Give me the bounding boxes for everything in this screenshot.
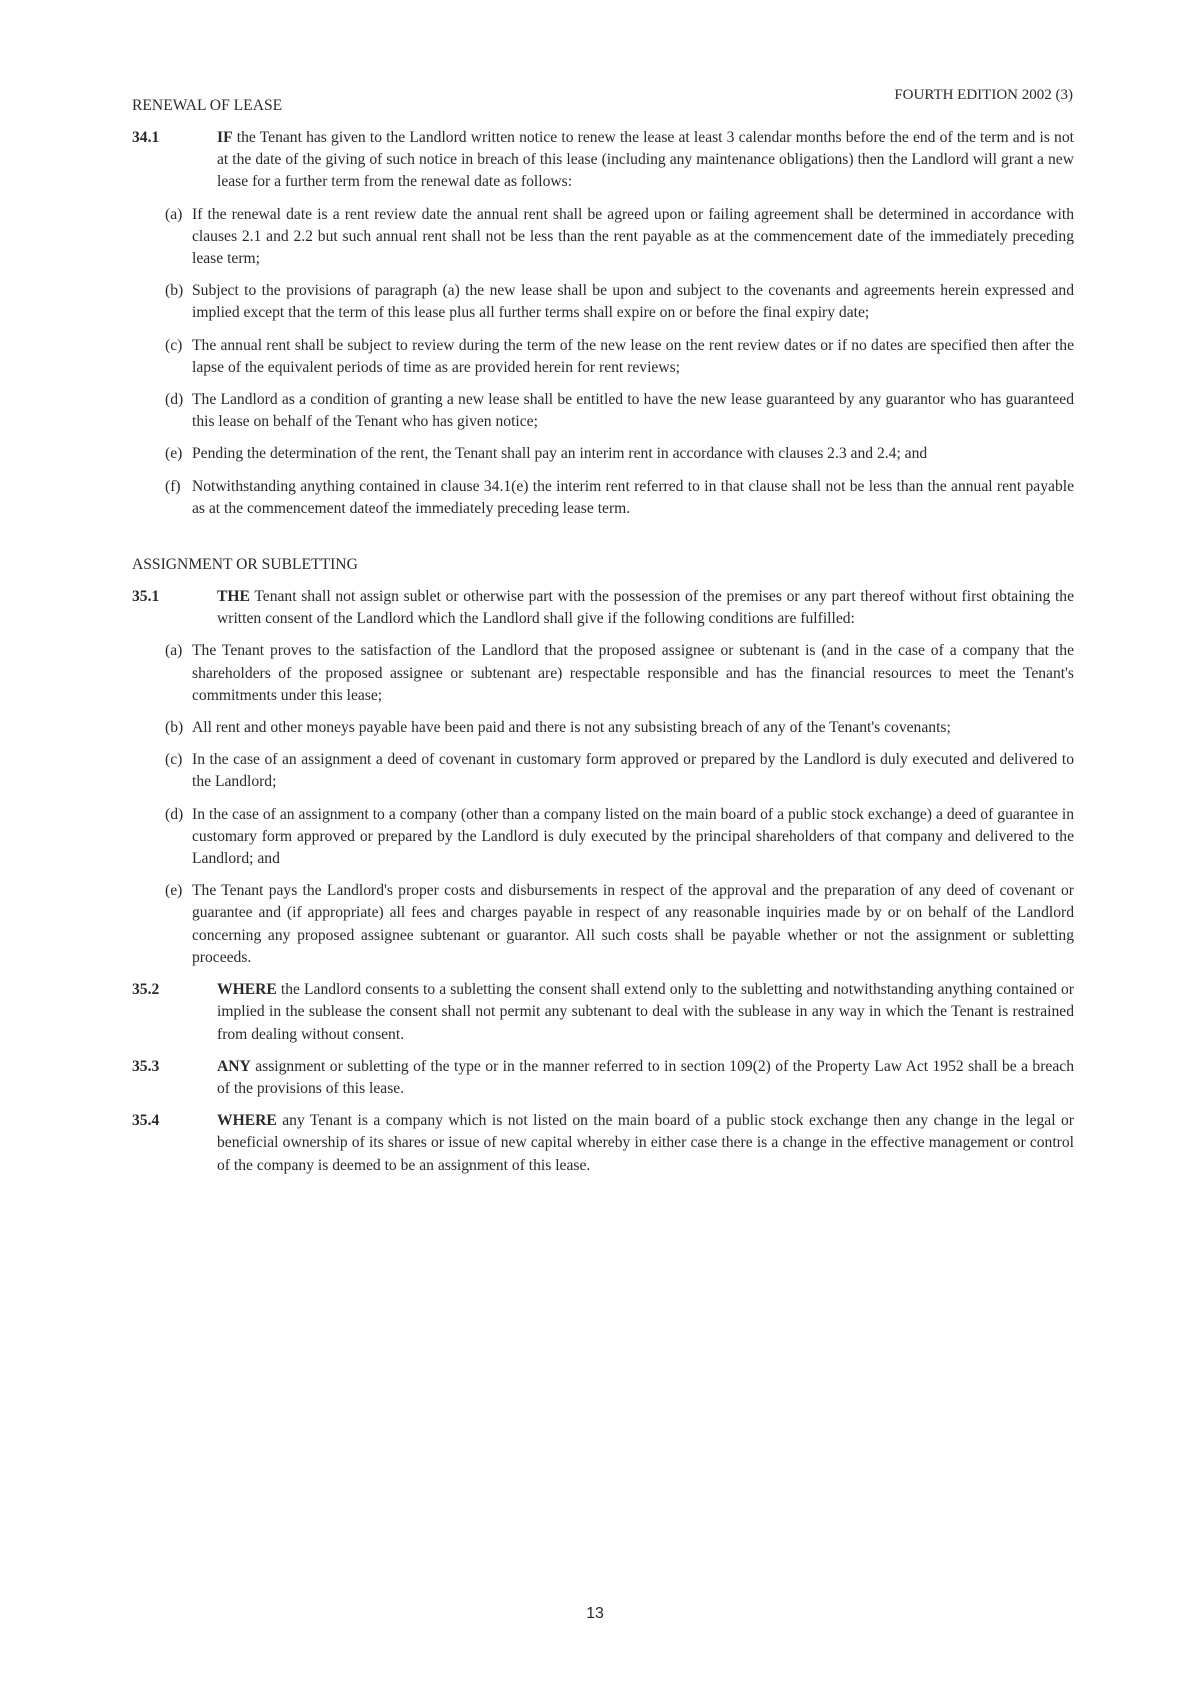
clause-text: the Landlord consents to a subletting the consent shall extend only to the subletting and notwithstanding anything contained or implied in the sublease the consent shall not permit any subtenant to deal with the sublease in any way in which the Tenant is restrained from dealing without consent. xyxy=(217,981,1074,1043)
subclause xyxy=(132,476,1074,520)
clause xyxy=(132,1056,1074,1100)
clause-number: 35.3 xyxy=(132,1057,160,1075)
subclause xyxy=(132,389,1074,433)
clause xyxy=(132,586,1074,630)
subclause-label: (a) xyxy=(165,642,183,660)
clause-number: 35.2 xyxy=(132,981,160,999)
subclause-text: The Landlord as a condition of granting a new lease shall be entitled to have the new lease guaranteed by any guarantor who has guaranteed this lease on behalf of the Tenant who has given notice; xyxy=(192,391,1074,431)
clause-number: 34.1 xyxy=(132,129,160,146)
document-body xyxy=(132,95,1074,1177)
subclause-text: All rent and other moneys payable have been paid and there is not any subsisting breach of any of the Tenant's covenants; xyxy=(192,719,951,737)
clause-lead-word: ANY xyxy=(217,1057,251,1075)
clause-lead-word: WHERE xyxy=(217,1112,277,1130)
clause-lead-word: WHERE xyxy=(217,981,277,999)
clause-number: 35.1 xyxy=(132,588,160,606)
clause xyxy=(132,1110,1074,1177)
clause-lead-word: IF xyxy=(217,129,233,146)
subclause-text: In the case of an assignment to a company (other than a company listed on the main board of a public stock exchange) a deed of guarantee in customary form approved or prepared by the Landlord is duly executed by the principal shareholders of that company and delivered to the Landlord; and xyxy=(192,805,1074,868)
clause-lead-word: THE xyxy=(217,588,250,606)
subclause-label: (f) xyxy=(165,477,181,495)
section-heading: ASSIGNMENT OR SUBLETTING xyxy=(132,556,358,574)
subclause xyxy=(132,335,1074,379)
subclause-text: The Tenant pays the Landlord's proper costs and disbursements in respect of the approval and the preparation of any deed of covenant or guarantee and (if appropriate) all fees and charges payable in respect of any reasonable inquiries made by or on behalf of the Landlord concerning any proposed assignee subtenant or guarantor. All such costs shall be payable whether or not the assignment or subletting proceeds. xyxy=(192,882,1074,966)
subclause xyxy=(132,804,1074,871)
clause xyxy=(132,979,1074,1046)
subclause xyxy=(132,749,1074,793)
subclause-text: The Tenant proves to the satisfaction of the Landlord that the proposed assignee or subtenant is (and in the case of a company that the shareholders of the proposed assignee or subtenant are) respectable responsible and has the financial resources to meet the Tenant's commitments under this lease; xyxy=(192,642,1074,704)
subclause xyxy=(132,717,1074,739)
subclause-text: If the renewal date is a rent review date the annual rent shall be agreed upon or failing agreement shall be determined in accordance with clauses 2.1 and 2.2 but such annual rent shall not be less than the rent payable as at the commencement date of the immediately preceding lease term; xyxy=(192,205,1074,268)
subclause-label: (b) xyxy=(165,719,184,737)
clause-text: Tenant shall not assign sublet or otherwise part with the possession of the premises or any part thereof without first obtaining the written consent of the Landlord which the Landlord shall give if the following conditions are fulfilled: xyxy=(217,588,1074,628)
subclause-label: (e) xyxy=(165,445,183,463)
clause-text: assignment or subletting of the type or in the manner referred to in section 109(2) of the Property Law Act 1952 shall be a breach of the provisions of this lease. xyxy=(217,1057,1074,1097)
subclause-label: (e) xyxy=(165,882,183,900)
clause-number: 35.4 xyxy=(132,1112,160,1130)
subclause xyxy=(132,880,1074,969)
subclause-text: Subject to the provisions of paragraph (a) the new lease shall be upon and subject to the covenants and agreements herein expressed and implied except that the term of this lease plus all further terms shall expire on or before the final expiry date; xyxy=(192,282,1074,322)
subclause-text: In the case of an assignment a deed of covenant in customary form approved or prepared by the Landlord is duly executed and delivered to the Landlord; xyxy=(192,751,1074,791)
subclause xyxy=(132,280,1074,324)
subclause xyxy=(132,443,1074,465)
running-header: FOURTH EDITION 2002 (3) xyxy=(894,87,1073,103)
section-heading: RENEWAL OF LEASE xyxy=(132,97,283,114)
subclause-text: The annual rent shall be subject to review during the term of the new lease on the rent review dates or if no dates are specified then after the lapse of the equivalent periods of time as are provided herein for rent reviews; xyxy=(192,336,1074,376)
subclause xyxy=(132,640,1074,707)
subclause-label: (d) xyxy=(165,805,184,823)
subclause-label: (a) xyxy=(165,205,183,223)
subclause xyxy=(132,204,1074,271)
clause-text: any Tenant is a company which is not listed on the main board of a public stock exchange then any change in the legal or beneficial ownership of its shares or issue of new capital whereby in either case there is a change in the effective management or control of the company is deemed to be an assignment of this lease. xyxy=(217,1112,1074,1174)
page-number: 13 xyxy=(586,1605,604,1622)
clause-text: the Tenant has given to the Landlord written notice to renew the lease at least 3 calendar months before the end of the term and is not at the date of the giving of such notice in breach of this lease (including any maintenance obligations) then the Landlord will grant a new lease for a further term from the renewal date as follows: xyxy=(217,129,1074,191)
subclause-text: Pending the determination of the rent, the Tenant shall pay an interim rent in accordance with clauses 2.3 and 2.4; and xyxy=(192,445,928,463)
subclause-label: (c) xyxy=(165,751,183,769)
subclause-label: (d) xyxy=(165,391,184,409)
subclause-label: (b) xyxy=(165,282,184,300)
subclause-label: (c) xyxy=(165,336,183,354)
clause xyxy=(132,127,1074,194)
subclause-text: Notwithstanding anything contained in clause 34.1(e) the interim rent referred to in that clause shall not be less than the annual rent payable as at the commencement dateof the immediately preceding lease term. xyxy=(192,477,1074,517)
